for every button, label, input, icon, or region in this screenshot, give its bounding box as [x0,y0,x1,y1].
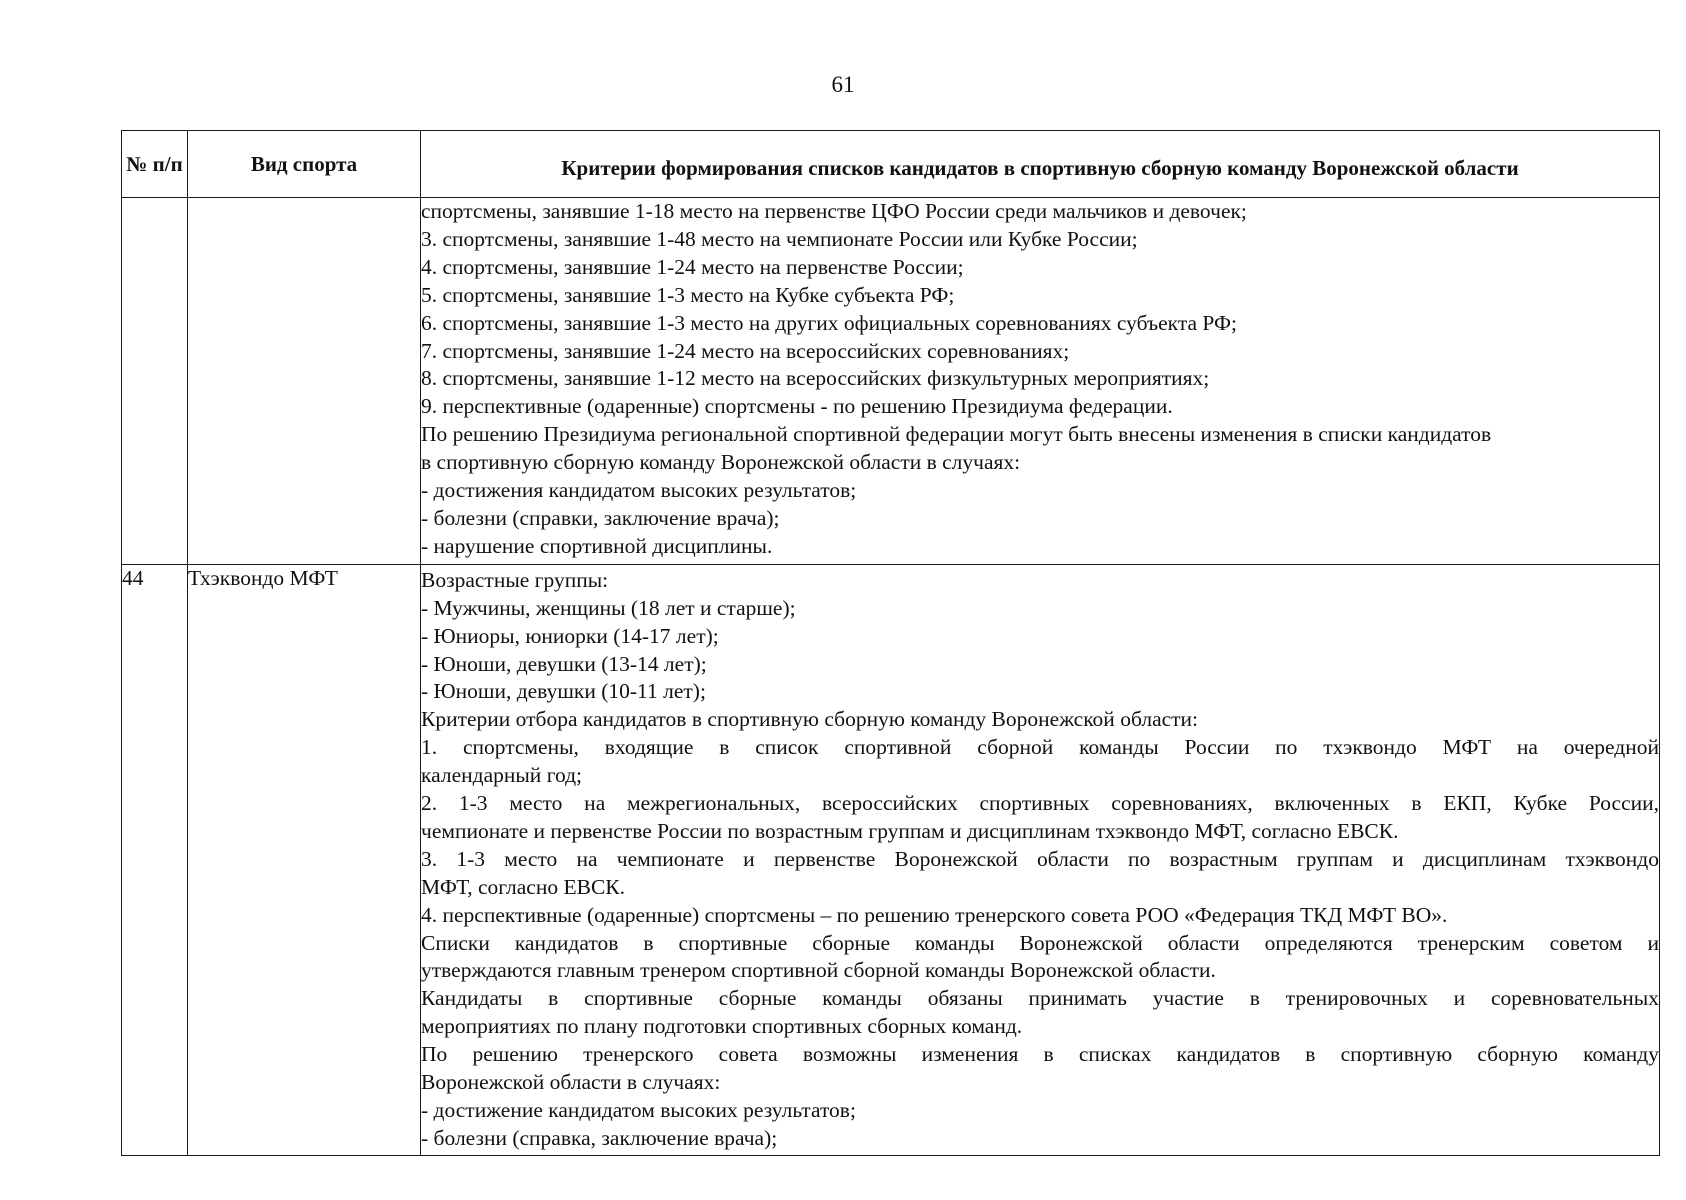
header-sport: Вид спорта [188,131,421,198]
criteria-line: МФТ, согласно ЕВСК. [421,874,626,899]
row-sport-cell [188,198,421,565]
criteria-line: 2. 1-3 место на межрегиональных, всероссийских спортивных соревнованиях, включенных в ЕКП, Кубке России, [421,791,1659,816]
criteria-line: мероприятиях по плану подготовки спортивных сборных команд. [421,1014,1023,1039]
criteria-line: 3. 1-3 место на чемпионате и первенстве Воронежской области по возрастным группам и дисциплинам тхэквондо [421,846,1659,871]
criteria-line: 8. спортсмены, занявшие 1-12 место на всероссийских физкультурных мероприятиях; [421,366,1210,391]
criteria-line: 9. перспективные (одаренные) спортсмены - по решению Президиума федерации. [421,394,1173,419]
criteria-line: 1. спортсмены, входящие в список спортивной сборной команды России по тхэквондо МФТ на очередной [421,735,1659,760]
row-sport-cell: Тхэквондо МФТ [188,564,421,1155]
criteria-line: спортсмены, занявшие 1-18 место на первенстве ЦФО России среди мальчиков и девочек; [421,199,1247,223]
row-number-cell [122,198,188,565]
table-header [122,131,1660,198]
criteria-line: 3. спортсмены, занявшие 1-48 место на чемпионате России или Кубке России; [421,226,1138,251]
criteria-table [121,130,1660,1156]
table-body [122,198,1660,1156]
criteria-line: По решению Президиума региональной спортивной федерации могут быть внесены изменения в списки кандидатов [421,422,1492,447]
row-criteria-cell [421,198,1660,565]
row-criteria-cell [421,564,1660,1155]
criteria-line: Списки кандидатов в спортивные сборные команды Воронежской области определяются тренерским советом и [421,930,1659,955]
table-row-44 [122,564,1660,1155]
criteria-line: Возрастные группы: [421,567,609,592]
criteria-line: По решению тренерского совета возможны изменения в списках кандидатов в спортивную сборную команду [421,1042,1659,1067]
criteria-line: - Юниоры, юниорки (14-17 лет); [421,623,719,648]
criteria-line: календарный год; [421,763,583,788]
criteria-line: Воронежской области в случаях: [421,1070,721,1095]
criteria-line: - Юноши, девушки (10-11 лет); [421,679,706,704]
header-criteria: Критерии формирования списков кандидатов в спортивную сборную команду Воронежской области [421,131,1660,198]
criteria-line: 4. спортсмены, занявшие 1-24 место на первенстве России; [421,254,964,279]
criteria-line: Кандидаты в спортивные сборные команды обязаны принимать участие в тренировочных и соревновательных [421,986,1659,1011]
page-number: 61 [831,72,855,97]
table-row-continuation [122,198,1660,565]
criteria-line: - достижения кандидатом высоких результатов; [421,478,857,503]
criteria-line: - Юноши, девушки (13-14 лет); [421,651,707,676]
criteria-line: 6. спортсмены, занявшие 1-3 место на других официальных соревнованиях субъекта РФ; [421,310,1237,335]
row-number-cell: 44 [122,564,188,1155]
criteria-line: - болезни (справки, заключение врача); [421,505,780,530]
criteria-line: 5. спортсмены, занявшие 1-3 место на Кубке субъекта РФ; [421,282,955,307]
criteria-line: утверждаются главным тренером спортивной сборной команды Воронежской области. [421,958,1216,983]
header-number: № п/п [122,131,188,198]
criteria-line: 4. перспективные (одаренные) спортсмены – по решению тренерского совета РОО «Федерация ТКД МФТ ВО». [421,902,1448,927]
criteria-line: чемпионате и первенстве России по возрастным группам и дисциплинам тхэквондо МФТ, согласно ЕВСК. [421,818,1399,843]
criteria-line: - достижение кандидатом высоких результатов; [421,1098,856,1122]
header-row [122,131,1660,198]
criteria-line: - нарушение спортивной дисциплины. [421,533,773,558]
criteria-line: - болезни (справка, заключение врача); [421,1125,778,1150]
criteria-line: Критерии отбора кандидатов в спортивную сборную команду Воронежской области: [421,707,1199,732]
criteria-line: 7. спортсмены, занявшие 1-24 место на всероссийских соревнованиях; [421,338,1070,363]
criteria-line: в спортивную сборную команду Воронежской области в случаях: [421,450,1021,475]
criteria-line: - Мужчины, женщины (18 лет и старше); [421,595,796,620]
